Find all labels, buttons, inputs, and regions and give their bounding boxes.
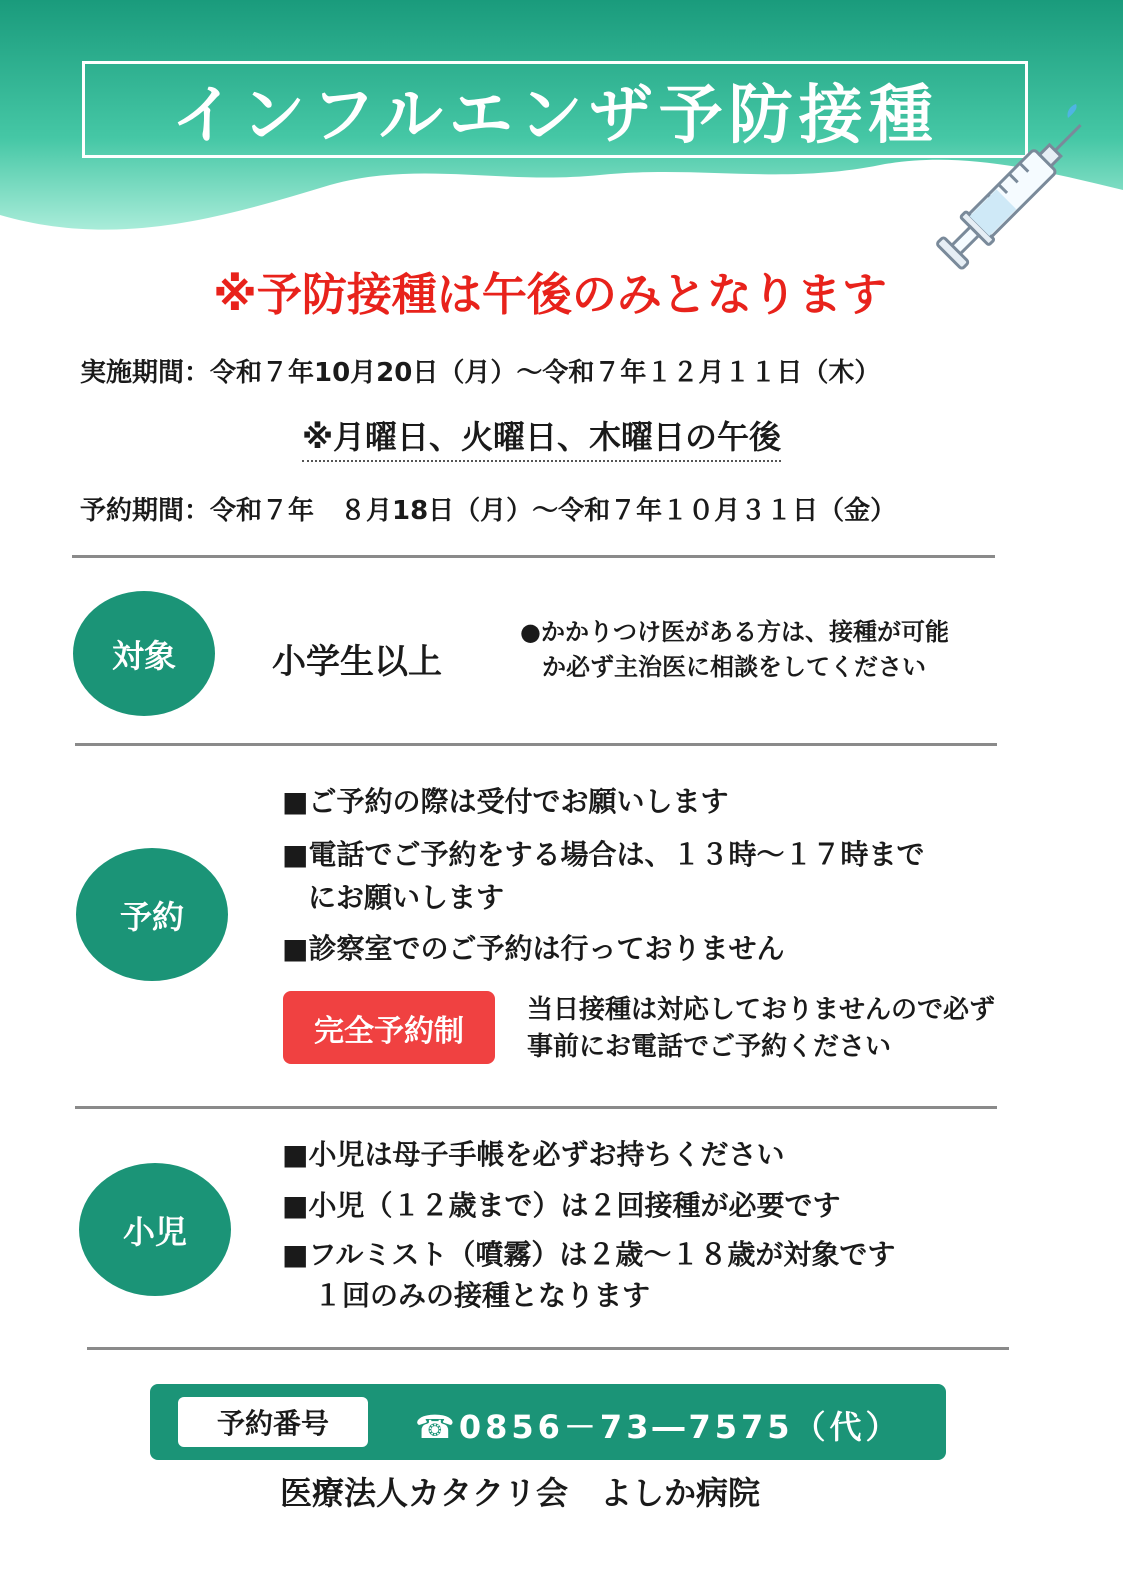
same-day-note-line1: 当日接種は対応しておりませんので必ず [527,995,996,1025]
reservation-item: にお願いします [308,881,505,914]
target-label: 小学生以上 [272,642,442,682]
reservation-badge: 予約 [76,848,228,981]
divider [72,555,995,558]
implementation-period: 実施期間：令和７年10月20日（月）～令和７年１２月１１日（木） [80,358,881,388]
page-title: インフルエンザ予防接種 [171,78,939,153]
same-day-note-line2: 事前にお電話でご予約ください [527,1032,892,1062]
weekday-note [0,412,1083,462]
divider [75,743,997,746]
hospital-name: 医療法人カタクリ会 よしか病院 [279,1474,760,1512]
children-badge: 小児 [79,1163,231,1296]
children-item: １回のみの接種となります [314,1279,651,1312]
reservation-item: ■電話でご予約をする場合は、１３時～１７時まで [282,838,925,871]
divider [75,1106,997,1109]
divider [87,1347,1009,1350]
children-item: ■小児は母子手帳を必ずお持ちください [282,1138,785,1171]
afternoon-only-notice: ※予防接種は午後のみとなります [213,268,887,321]
target-badge: 対象 [73,591,215,716]
target-note-line2: か必ず主治医に相談をしてください [542,653,926,681]
children-item: ■小児（１２歳まで）は２回接種が必要です [282,1189,841,1222]
target-note-line1: ●かかりつけ医がある方は、接種が可能 [520,618,949,646]
same-day-note [527,992,995,1066]
target-note [520,615,949,685]
full-reservation-badge: 完全予約制 [283,991,495,1064]
reservation-period: 予約期間：令和７年 ８月18日（月）～令和７年１０月３１日（金） [80,496,897,526]
children-item: ■フルミスト（噴霧）は２歳～１８歳が対象です [282,1238,896,1271]
reservation-item: ■診察室でのご予約は行っておりません [282,932,785,965]
phone-number[interactable]: ☎0856－73―7575（代） [415,1408,902,1446]
weekday-note-text: ※月曜日、火曜日、木曜日の午後 [302,412,781,462]
phone-label: 予約番号 [178,1397,368,1447]
reservation-item: ■ご予約の際は受付でお願いします [282,785,729,818]
title-frame [82,61,1028,158]
